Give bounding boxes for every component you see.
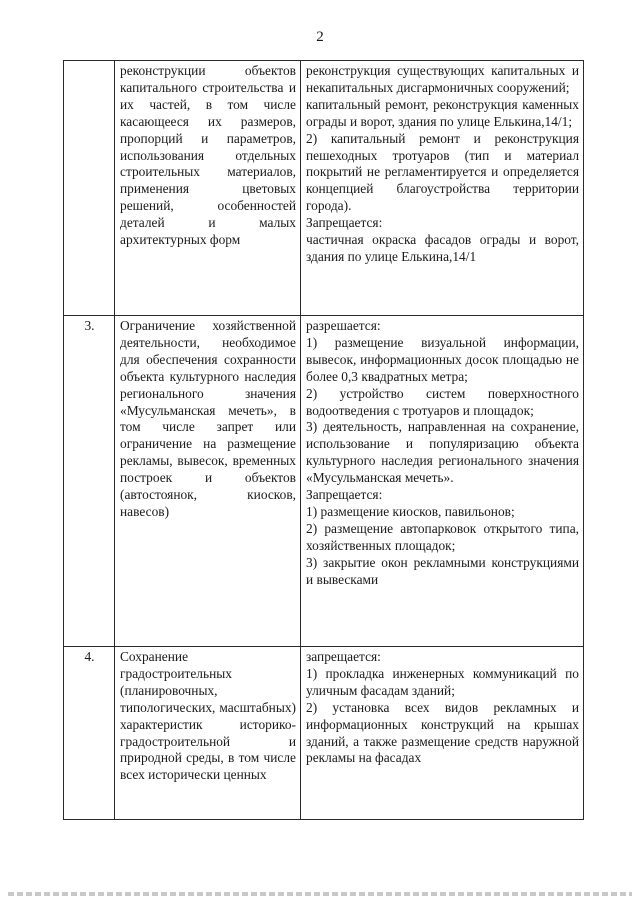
regulations-table <box>63 60 584 820</box>
rule-line: 1) размещение визуальной информации, вывесок, информационных досок площадью не более 0,3 квадратных метра; <box>306 334 579 384</box>
restriction-rules <box>301 61 584 316</box>
restriction-description: Сохранение градостроительных (планировочных, типологических, масштабных) характеристик историко-градостроительной и природной среды, в том числе всех исторически ценных <box>115 647 301 820</box>
rule-line: 3) закрытие окон рекламными конструкциями и вывесками <box>306 554 579 587</box>
table-row <box>64 647 584 820</box>
rule-line: 2) размещение автопарковок открытого типа, хозяйственных площадок; <box>306 520 579 553</box>
scan-edge-mark <box>8 892 632 896</box>
rule-line: 1) прокладка инженерных коммуникаций по уличным фасадам зданий; <box>306 665 579 698</box>
rule-heading: запрещается: <box>306 649 381 664</box>
row-number: 4. <box>64 647 115 820</box>
table-row <box>64 61 584 316</box>
rule-heading: разрешается: <box>306 318 381 333</box>
rule-line: 2) устройство систем поверхностного водоотведения с тротуаров и площадок; <box>306 385 579 418</box>
rule-line: частичная окраска фасадов ограды и ворот, здания по улице Елькина,14/1 <box>306 232 579 264</box>
row-number <box>64 61 115 316</box>
restriction-rules <box>301 316 584 647</box>
table-row <box>64 316 584 647</box>
rule-line: 2) установка всех видов рекламных и информационных конструкций на крышах зданий, а также размещение средств наружной рекламы на фасадах <box>306 699 579 766</box>
rule-heading: Запрещается: <box>306 487 383 503</box>
rule-line: реконструкция существующих капитальных и некапитальных дисгармоничных сооружений; <box>306 63 579 95</box>
page-number: 2 <box>316 29 324 45</box>
restriction-description: реконструкции объектов капитального строительства и их частей, в том числе касающееся их размеров, пропорций и параметров, использования отдельных строительных материалов, применения цветовых решений, особенностей деталей и малых архитектурных форм <box>115 61 301 316</box>
rule-line: 1) размещение киосков, павильонов; <box>306 503 515 519</box>
row-number: 3. <box>64 316 115 647</box>
rule-heading: Запрещается: <box>306 215 383 231</box>
restriction-rules <box>301 647 584 820</box>
restriction-description: Ограничение хозяйственной деятельности, необходимое для обеспечения сохранности объекта культурного наследия регионального значения «Мусульманская мечеть», в том числе запрет или ограничение на размещение рекламы, вывесок, временных построек и объектов (автостоянок, киосков, навесов) <box>115 316 301 647</box>
rule-line: капитальный ремонт, реконструкция каменных ограды и ворот, здания по улице Елькина,14/1; <box>306 96 579 129</box>
rule-line: 3) деятельность, направленная на сохранение, использование и популяризацию объекта культурного наследия регионального значения «Мусульманская мечеть». <box>306 419 579 486</box>
rule-line: 2) капитальный ремонт и реконструкция пешеходных тротуаров (тип и материал покрытий не регламентируется и определяется концепцией благоустройства территории города). <box>306 130 579 214</box>
